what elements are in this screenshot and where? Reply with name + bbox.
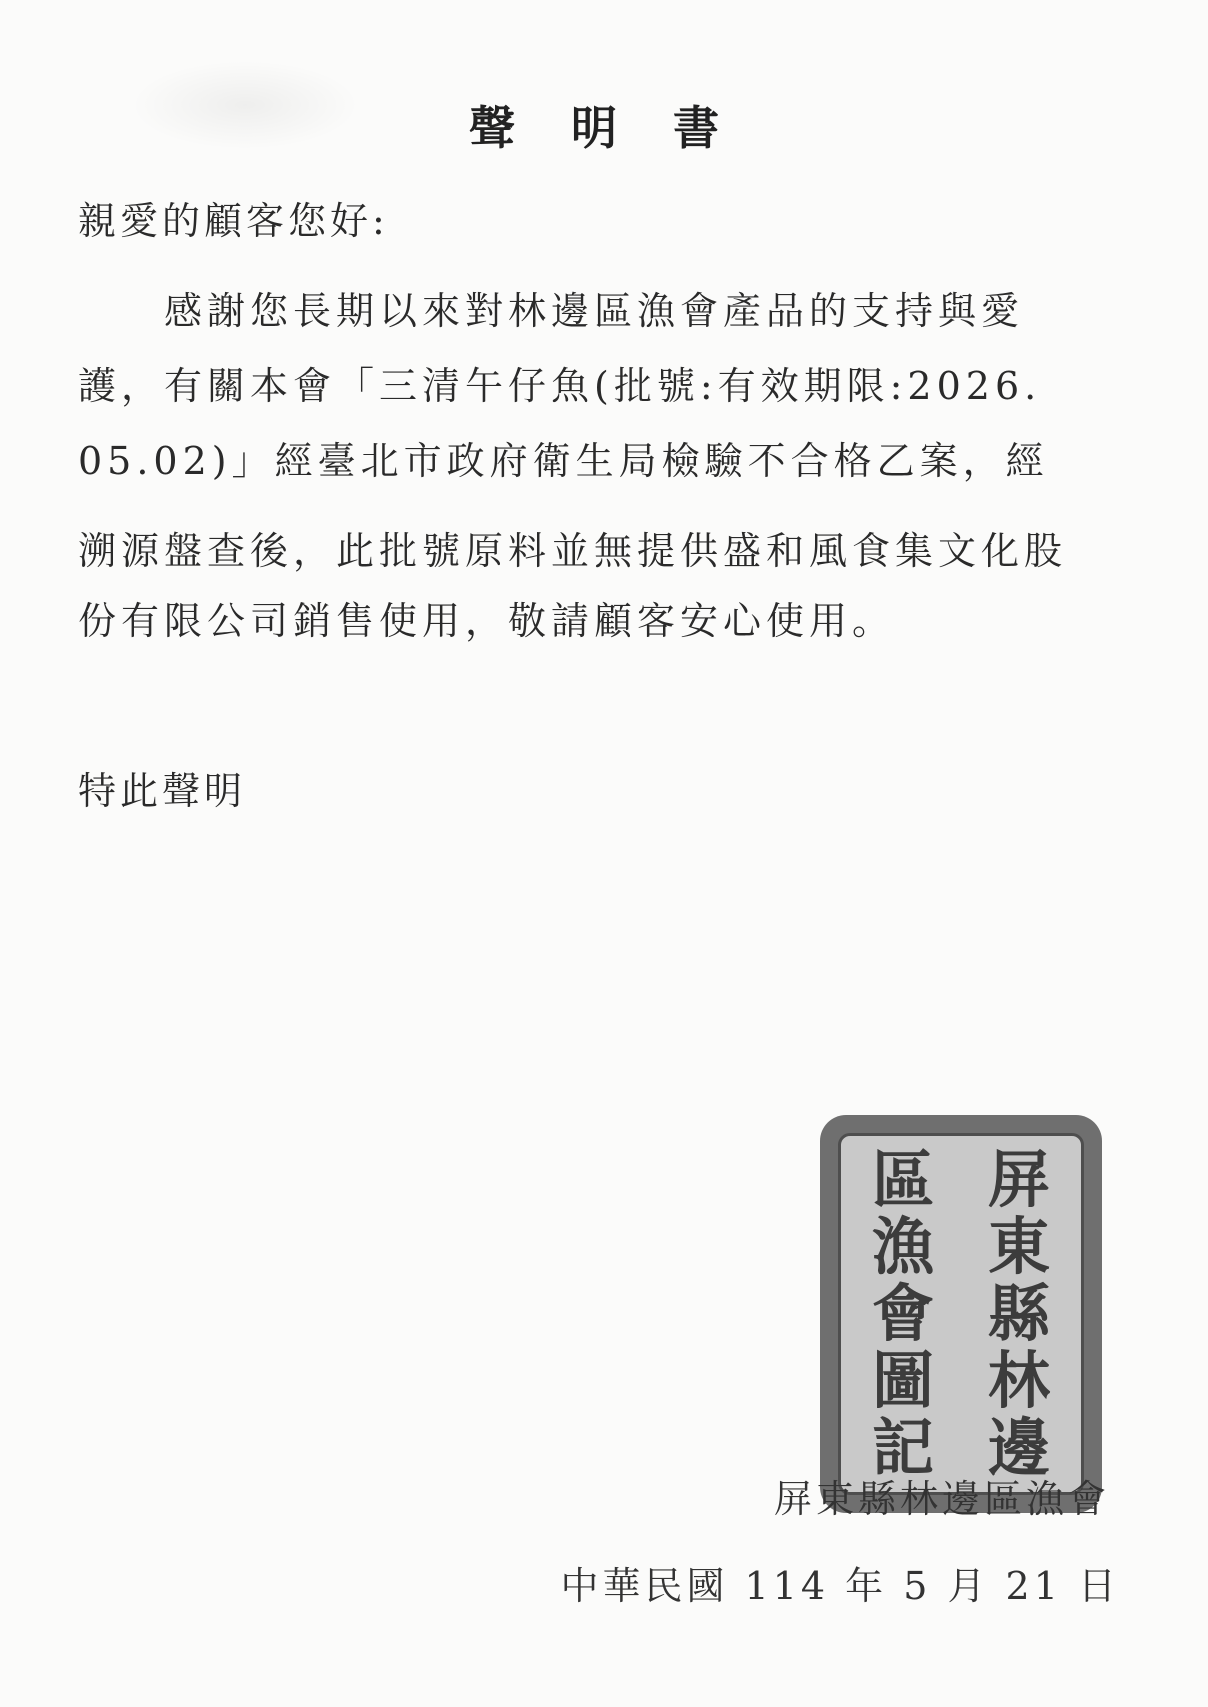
official-seal bbox=[820, 1115, 1102, 1513]
seal-char: 林 bbox=[987, 1344, 1050, 1418]
signature-organization: 屏東縣林邊區漁會 bbox=[773, 1477, 1110, 1521]
body-line-3: 05.02)」經臺北市政府衛生局檢驗不合格乙案，經 bbox=[78, 439, 1049, 483]
document-date: 中華民國 114 年 5 月 21 日 bbox=[560, 1564, 1120, 1608]
seal-column-right bbox=[987, 1142, 1050, 1485]
closing-statement: 特此聲明 bbox=[78, 769, 247, 813]
body-line-4: 溯源盤查後，此批號原料並無提供盛和風食集文化股 bbox=[78, 529, 1068, 573]
seal-char: 縣 bbox=[987, 1276, 1050, 1350]
seal-char: 區 bbox=[871, 1142, 934, 1216]
seal-char: 漁 bbox=[871, 1209, 934, 1283]
salutation: 親愛的顧客您好: bbox=[78, 199, 389, 243]
seal-column-left bbox=[871, 1142, 934, 1485]
seal-char: 記 bbox=[871, 1411, 934, 1485]
seal-char: 圖 bbox=[871, 1344, 934, 1418]
seal-frame bbox=[838, 1133, 1084, 1495]
seal-char: 東 bbox=[987, 1209, 1050, 1283]
seal-char: 邊 bbox=[987, 1411, 1050, 1485]
body-line-1: 感謝您長期以來對林邊區漁會產品的支持與愛 bbox=[164, 289, 1025, 333]
document-title: 聲 明 書 bbox=[468, 101, 740, 155]
body-line-2: 護，有關本會「三清午仔魚(批號:有效期限:2026. bbox=[78, 364, 1042, 408]
seal-char: 屏 bbox=[987, 1142, 1050, 1216]
seal-char: 會 bbox=[871, 1276, 934, 1350]
body-line-5: 份有限公司銷售使用，敬請顧客安心使用。 bbox=[78, 599, 896, 643]
